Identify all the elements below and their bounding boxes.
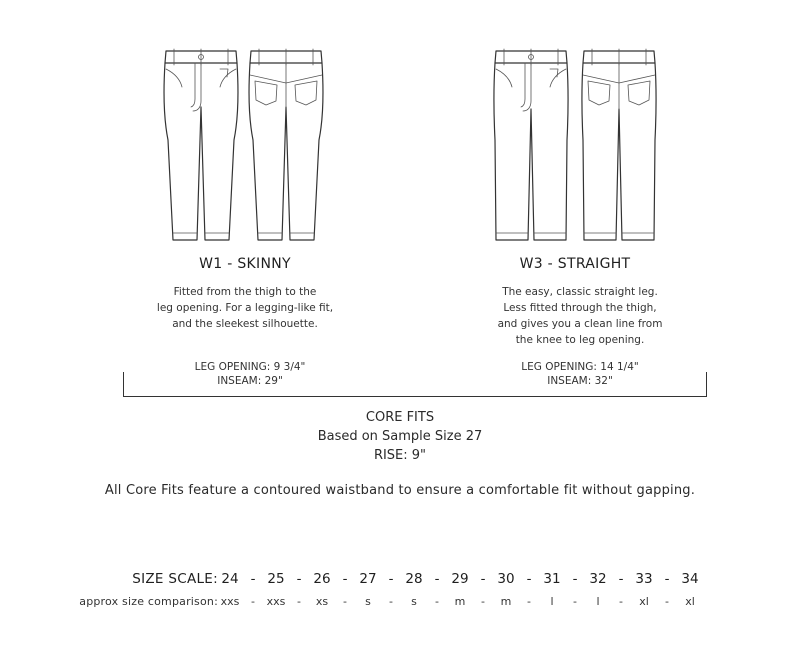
size-value: 31	[543, 571, 561, 587]
size-comparison-value: s	[411, 595, 417, 608]
size-comparison-separator: -	[573, 595, 577, 608]
size-comparison-values	[219, 590, 701, 609]
size-comparison-value: xxs	[220, 595, 240, 608]
size-scale-row	[0, 568, 701, 587]
size-comparison-value: xl	[685, 595, 695, 608]
size-comparison-separator: -	[481, 595, 485, 608]
core-fits-bracket	[123, 372, 707, 397]
size-separator: -	[250, 571, 256, 587]
skinny-back-illustration	[245, 45, 327, 245]
size-comparison-separator: -	[297, 595, 301, 608]
size-separator: -	[572, 571, 578, 587]
size-scale	[0, 568, 800, 608]
size-value: 24	[221, 571, 239, 587]
waistband-note: All Core Fits feature a contoured waistband to ensure a comfortable fit without gapping.	[104, 483, 696, 498]
straight-leg-opening: LEG OPENING: 14 1/4"	[521, 361, 639, 373]
size-value: 33	[635, 571, 653, 587]
size-value: 25	[267, 571, 285, 587]
size-value: 27	[359, 571, 377, 587]
skinny-inseam: INSEAM: 29"	[217, 375, 283, 387]
size-comparison-value: m	[454, 595, 466, 608]
size-separator: -	[480, 571, 486, 587]
straight-fit-title: W3 - STRAIGHT	[519, 256, 631, 272]
size-comparison-row	[0, 590, 701, 609]
size-separator: -	[296, 571, 302, 587]
size-value: 26	[313, 571, 331, 587]
skinny-front-illustration	[160, 45, 242, 245]
straight-back-illustration	[578, 45, 660, 245]
size-separator: -	[434, 571, 440, 587]
size-separator: -	[388, 571, 394, 587]
skinny-fit-title: W1 - SKINNY	[199, 256, 291, 272]
straight-front-illustration	[490, 45, 572, 245]
core-fits-heading: CORE FITS	[365, 410, 435, 425]
size-comparison-value: s	[365, 595, 371, 608]
skinny-fit-description: Fitted from the thigh to the leg opening. For a legging-like fit, and the sleekest silhouette.	[156, 286, 334, 330]
size-comparison-value: l	[596, 595, 600, 608]
size-comparison-separator: -	[389, 595, 393, 608]
size-comparison-label: approx size comparison:	[79, 595, 218, 608]
core-fits-block	[250, 408, 550, 465]
skinny-leg-opening: LEG OPENING: 9 3/4"	[194, 361, 306, 373]
size-separator: -	[342, 571, 348, 587]
size-comparison-separator: -	[343, 595, 347, 608]
size-comparison-separator: -	[619, 595, 623, 608]
size-comparison-value: l	[550, 595, 554, 608]
size-value: 34	[681, 571, 699, 587]
size-value: 29	[451, 571, 469, 587]
size-comparison-separator: -	[527, 595, 531, 608]
size-separator: -	[618, 571, 624, 587]
size-separator: -	[664, 571, 670, 587]
size-comparison-value: xl	[639, 595, 649, 608]
size-value: 32	[589, 571, 607, 587]
size-value: 28	[405, 571, 423, 587]
size-separator: -	[526, 571, 532, 587]
size-comparison-separator: -	[665, 595, 669, 608]
size-comparison-separator: -	[435, 595, 439, 608]
size-comparison-separator: -	[251, 595, 255, 608]
size-comparison-value: xs	[315, 595, 329, 608]
straight-fit-description: The easy, classic straight leg. Less fitted through the thigh, and gives you a clean line from the knee to leg opening.	[497, 286, 663, 346]
size-values	[219, 568, 701, 587]
size-scale-label: SIZE SCALE:	[132, 571, 218, 587]
size-comparison-value: m	[500, 595, 512, 608]
size-comparison-value: xxs	[266, 595, 286, 608]
straight-inseam: INSEAM: 32"	[547, 375, 613, 387]
core-fits-sample: Based on Sample Size 27	[317, 429, 483, 444]
size-value: 30	[497, 571, 515, 587]
core-fits-rise: RISE: 9"	[373, 448, 427, 463]
